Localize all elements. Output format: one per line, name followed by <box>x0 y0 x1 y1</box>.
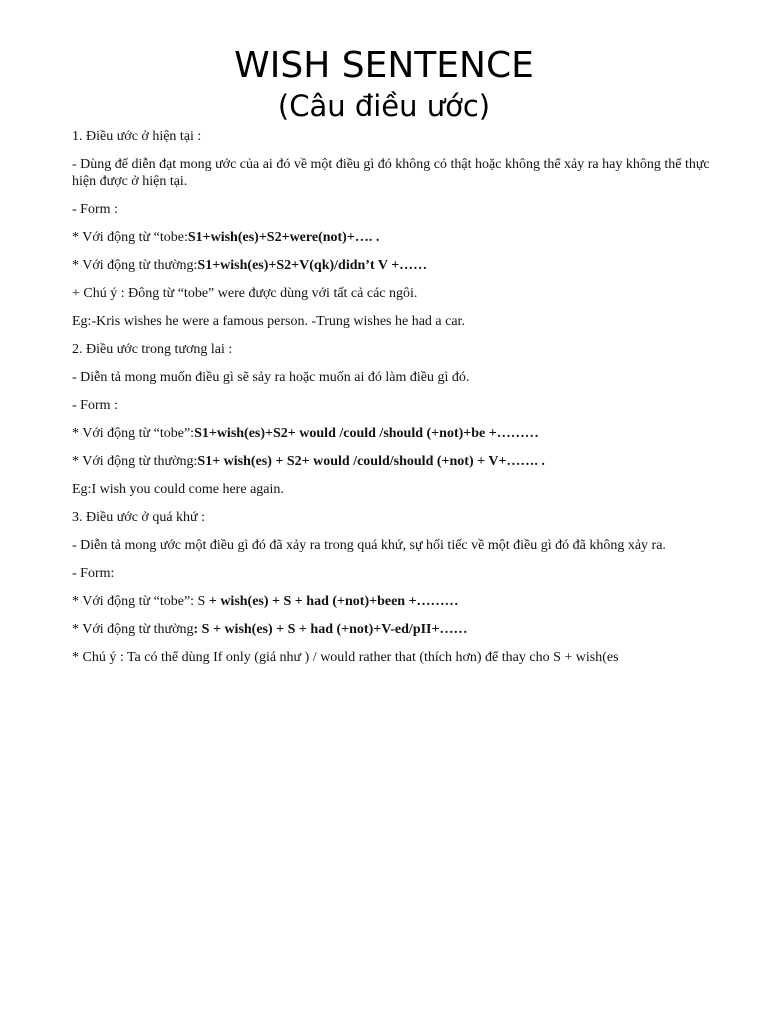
rule-formula: S1+wish(es)+S2+were(not)+…. . <box>187 230 380 245</box>
section-3-heading: 3. Điều ước ở quá khứ : <box>72 510 206 525</box>
section-1-note: + Chú ý : Đông từ “tobe” were được dùng với tất cả các ngôi. <box>72 286 418 301</box>
section-1-tobe-rule <box>72 229 712 246</box>
section-2-normal-rule <box>72 453 712 470</box>
rule-formula: : S + wish(es) + S + had (+not)+V-ed/pII+…… <box>193 622 468 637</box>
document-subtitle: (Câu điều ước) <box>277 89 491 123</box>
rule-formula: + wish(es) + S + had (+not)+been +……… <box>205 594 459 609</box>
section-3-tobe-rule <box>72 593 712 610</box>
section-1-form-label: - Form : <box>72 202 118 217</box>
rule-prefix: * Với động từ “tobe: <box>72 230 188 245</box>
rule-formula: S1+ wish(es) + S2+ would /could/should (+not) + V+……. . <box>197 454 545 469</box>
document-title: WISH SENTENCE <box>234 45 534 86</box>
section-2-heading: 2. Điều ước trong tương lai : <box>72 342 233 357</box>
section-1-description: - Dùng để diễn đạt mong ước của ai đó về một điều gì đó không có thật hoặc không thể xảy ra hay không thể thực hiện được ở hiện tại. <box>72 157 710 189</box>
section-2-form-label: - Form : <box>72 398 118 413</box>
rule-prefix: * Với động từ thường: <box>72 454 198 469</box>
section-2-description: - Diễn tả mong muốn điều gì sẽ sảy ra hoặc muốn ai đó làm điều gì đó. <box>72 370 470 385</box>
section-3-note: * Chú ý : Ta có thể dùng If only (giá như ) / would rather that (thích hơn) để thay cho S + wish(es <box>72 650 619 665</box>
section-3-form-label: - Form: <box>72 566 115 581</box>
section-2-example: Eg:I wish you could come here again. <box>72 482 284 497</box>
section-1-heading: 1. Điều ước ở hiện tại : <box>72 129 202 144</box>
rule-prefix: * Với động từ “tobe”: S <box>72 594 206 609</box>
section-3-description: - Diễn tả mong ước một điều gì đó đã xảy ra trong quá khứ, sự hối tiếc về một điều gì đó đã không xảy ra. <box>72 538 666 553</box>
rule-prefix: * Với động từ thường <box>72 622 194 637</box>
rule-prefix: * Với động từ “tobe”: <box>72 426 195 441</box>
rule-formula: S1+wish(es)+S2+V(qk)/didn’t V +…… <box>197 258 428 273</box>
section-2-tobe-rule <box>72 425 712 442</box>
section-1-example: Eg:-Kris wishes he were a famous person. -Trung wishes he had a car. <box>72 314 465 329</box>
rule-formula: S1+wish(es)+S2+ would /could /should (+not)+be +……… <box>194 426 539 441</box>
document-body <box>72 128 712 677</box>
section-3-normal-rule <box>72 621 712 638</box>
section-1-normal-rule <box>72 257 712 274</box>
rule-prefix: * Với động từ thường: <box>72 258 198 273</box>
